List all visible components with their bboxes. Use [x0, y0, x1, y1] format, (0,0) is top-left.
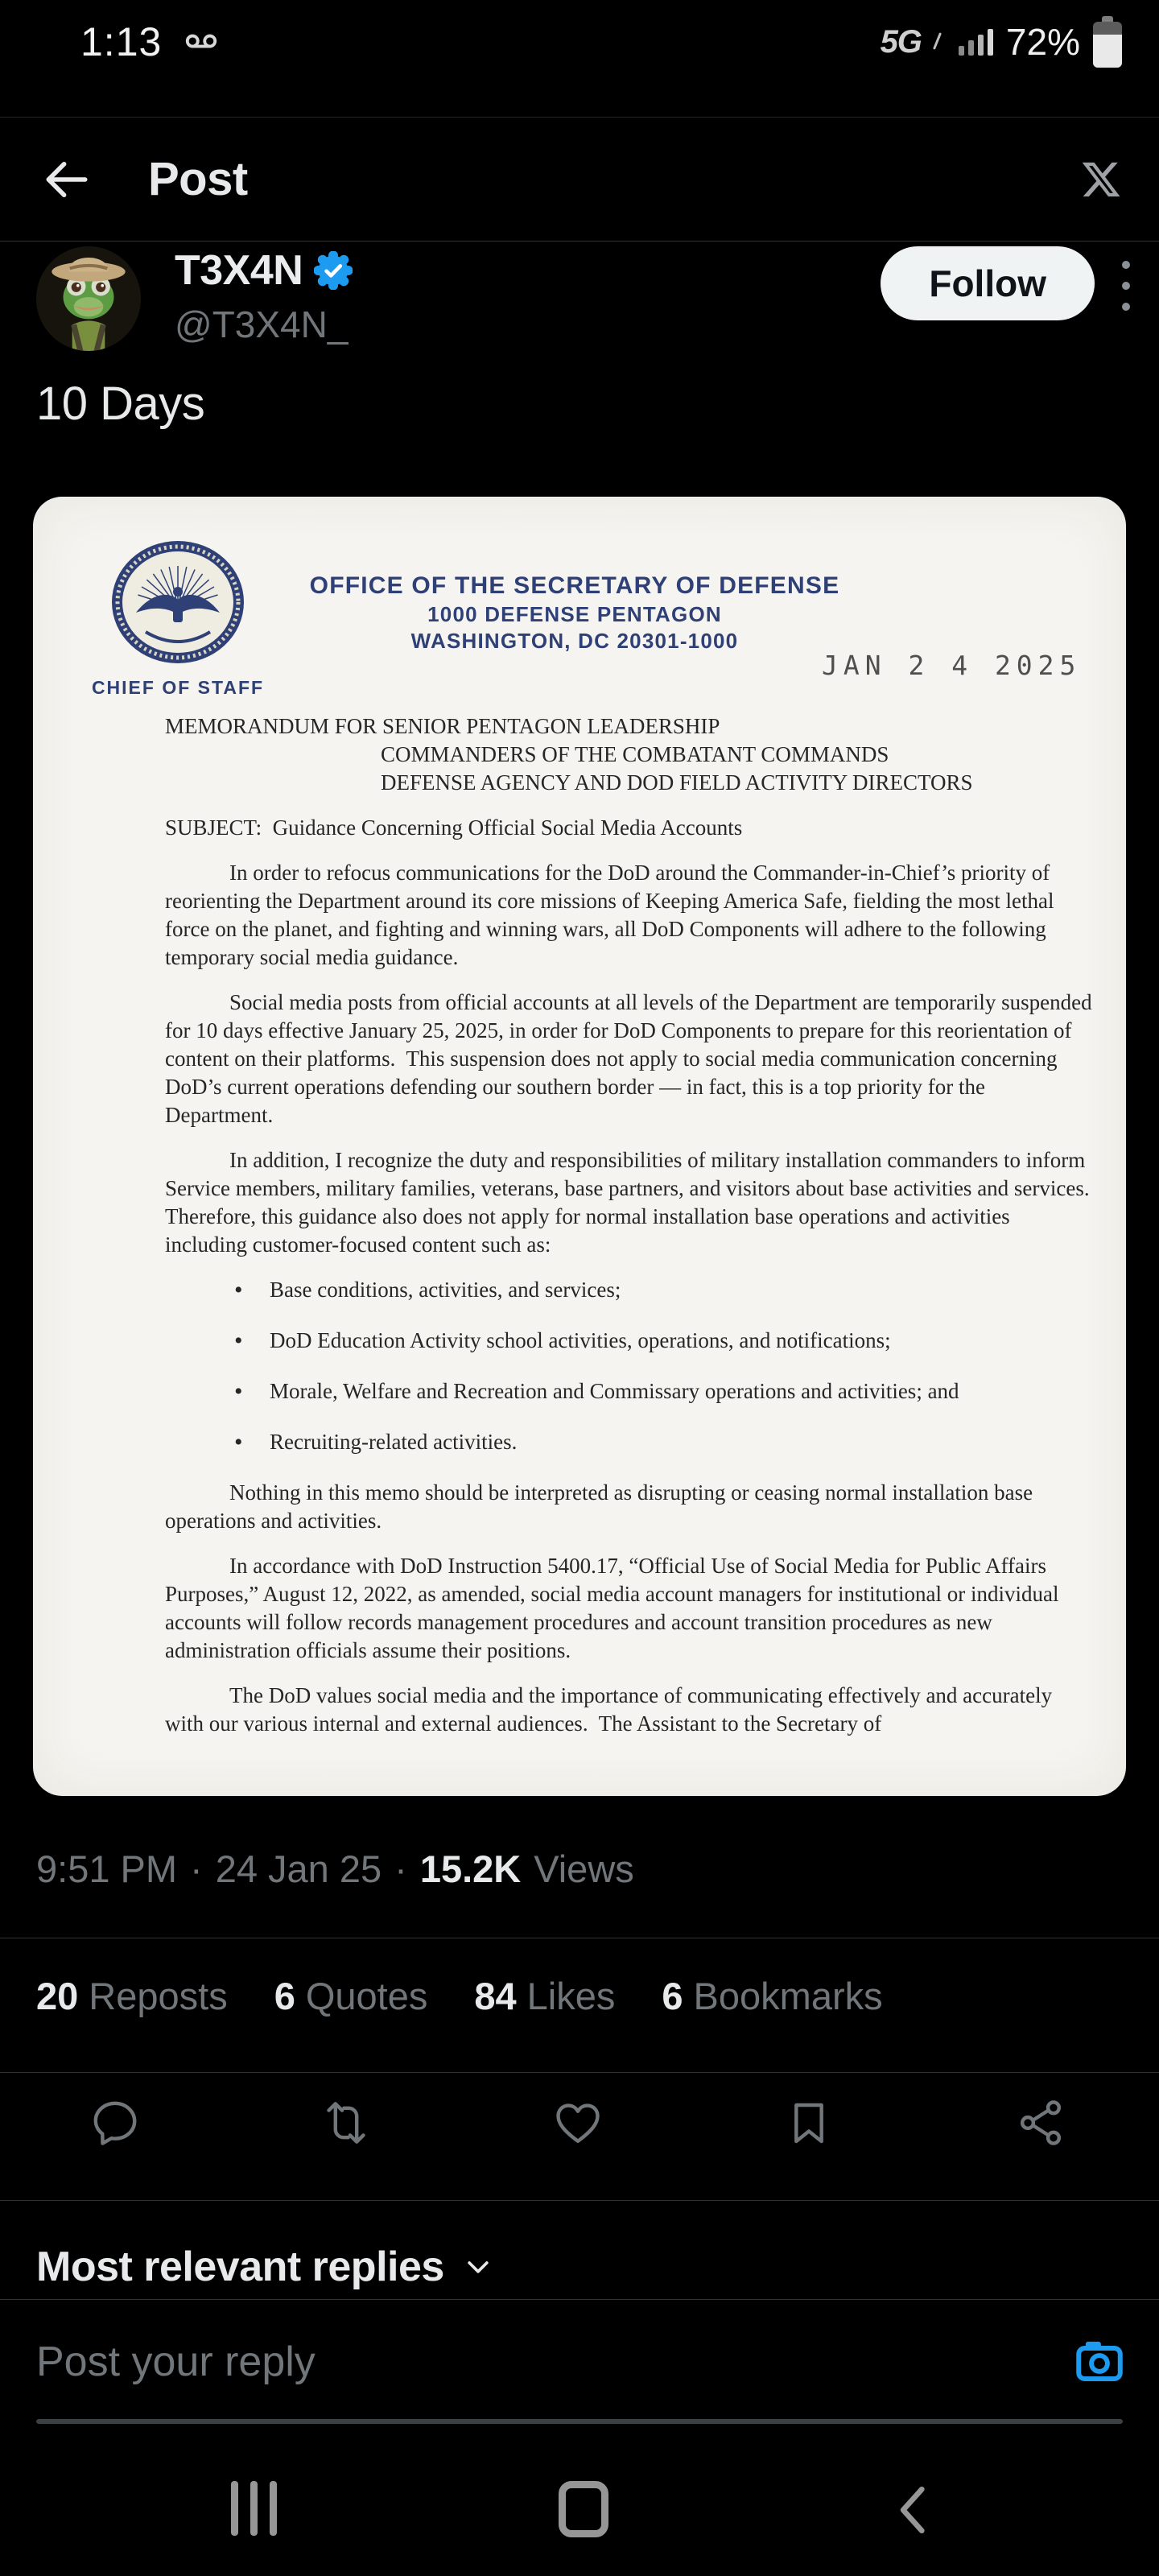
letterhead-line3: WASHINGTON, DC 20301-1000 — [410, 629, 739, 653]
reply-underline — [36, 2419, 1123, 2424]
date-stamp: JAN 2 4 2025 — [822, 650, 1082, 681]
x-logo-icon — [1080, 159, 1122, 200]
battery-percent: 72% — [1005, 21, 1080, 63]
display-name: T3X4N — [175, 247, 303, 294]
memo-bullet: • Recruiting-related activities. — [270, 1428, 1092, 1456]
tweet-image-memo[interactable] — [33, 497, 1126, 1796]
memo-line3: DEFENSE AGENCY AND DOD FIELD ACTIVITY DIRECTORS — [381, 770, 973, 795]
signal-bars-icon — [959, 28, 993, 56]
stats-row — [36, 1974, 883, 2018]
more-options-icon[interactable] — [1122, 261, 1130, 311]
memo-paragraph: The DoD values social media and the importance of communicating effectively and accurately with our various internal and external audiences. The Assistant to the Secretary of — [165, 1683, 1058, 1736]
likes-stat[interactable]: 84 Likes — [474, 1975, 616, 2017]
reply-composer — [36, 2334, 1127, 2389]
divider — [0, 2072, 1159, 2073]
separator-dot: · — [394, 1847, 407, 1890]
app-header — [0, 117, 1159, 242]
memo-line1: MEMORANDUM FOR SENIOR PENTAGON LEADERSHIP — [165, 714, 720, 738]
timestamp-views-row — [36, 1847, 634, 1891]
share-icon[interactable] — [1014, 2096, 1067, 2149]
separator-dot: · — [190, 1847, 203, 1890]
tweet-text: 10 Days — [36, 378, 205, 430]
back-button[interactable] — [37, 151, 93, 208]
quotes-stat[interactable]: 6 Quotes — [274, 1975, 428, 2017]
status-indicators — [881, 16, 1122, 68]
battery-icon — [1093, 16, 1122, 68]
follow-button[interactable]: Follow — [881, 246, 1095, 320]
letterhead — [293, 571, 856, 654]
clock: 1:13 — [80, 19, 163, 64]
views-label: Views — [534, 1847, 634, 1890]
voicemail-icon — [183, 23, 220, 60]
bookmarks-stat[interactable]: 6 Bookmarks — [662, 1975, 883, 2017]
avatar[interactable] — [36, 246, 141, 351]
letterhead-line1: OFFICE OF THE SECRETARY OF DEFENSE — [309, 572, 840, 599]
android-nav-bar — [0, 2463, 1159, 2576]
verified-badge-icon — [314, 251, 353, 290]
replies-sort-selector[interactable] — [36, 2243, 494, 2291]
posted-time: 9:51 PM — [36, 1847, 178, 1890]
dod-seal-icon — [109, 539, 246, 666]
camera-icon[interactable] — [1072, 2334, 1127, 2389]
reply-icon[interactable] — [89, 2096, 142, 2149]
memo-bullet-list — [165, 1276, 1092, 1456]
status-bar — [0, 0, 1159, 84]
chevron-down-icon — [462, 2251, 494, 2283]
memo-paragraph: In order to refocus communications for the DoD around the Commander-in-Chief’s priority of reorienting the Department around its core missions of Keeping America Safe, fielding the most lethal force on the planet, and fighting and winning wars, all DoD Components will adhere to the following temporary social media guidance. — [165, 861, 1060, 969]
repost-icon[interactable] — [320, 2096, 373, 2149]
bookmark-icon[interactable] — [782, 2096, 835, 2149]
like-icon[interactable] — [551, 2096, 604, 2149]
seal-caption: CHIEF OF STAFF — [91, 677, 265, 698]
home-icon[interactable] — [559, 2481, 608, 2537]
memo-paragraph: In accordance with DoD Instruction 5400.17, “Official Use of Social Media for Public Affairs Purposes,” August 12, 2022, as amended, social media account managers for institutional or individual accounts will follow records management procedures and account transition procedures as new administration officials assume their positions. — [165, 1554, 1065, 1662]
memo-paragraph: Social media posts from official accounts at all levels of the Department are temporarily suspended for 10 days effective January 25, 2025, in order for DoD Components to prepare for this reorientation of content on their platforms. This suspension does not apply to social media communication concerning DoD’s current operations defending our southern border — in fact, this is a top priority for the Department. — [165, 990, 1098, 1127]
posted-date: 24 Jan 25 — [215, 1847, 382, 1890]
recent-apps-icon[interactable] — [231, 2481, 277, 2536]
memo-bullet: • DoD Education Activity school activities, operations, and notifications; — [270, 1327, 1092, 1355]
views-count: 15.2K — [419, 1847, 522, 1890]
memo-paragraph: Nothing in this memo should be interpreted as disrupting or ceasing normal installation base operations and activities. — [165, 1480, 1038, 1533]
letterhead-line2: 1000 DEFENSE PENTAGON — [427, 602, 722, 626]
nav-back-icon[interactable] — [889, 2481, 938, 2539]
reposts-stat[interactable]: 20 Reposts — [36, 1975, 228, 2017]
tweet-author-row — [36, 246, 1130, 351]
handle: @T3X4N_ — [175, 303, 349, 345]
memo-subject: SUBJECT: Guidance Concerning Official Social Media Accounts — [165, 815, 743, 840]
memo-recipients — [165, 712, 1092, 797]
memo-line2: COMMANDERS OF THE COMBATANT COMMANDS — [381, 742, 889, 766]
divider — [0, 2200, 1159, 2201]
memo-bullet: • Morale, Welfare and Recreation and Commissary operations and activities; and — [270, 1377, 1092, 1406]
reply-input[interactable] — [36, 2338, 1072, 2386]
network-type: 5G — [880, 23, 922, 60]
replies-sort-label: Most relevant replies — [36, 2244, 444, 2290]
page-title: Post — [148, 153, 248, 205]
memo-paragraph: In addition, I recognize the duty and responsibilities of military installation commanders to inform Service members, military families, veterans, base partners, and visitors about base activities and services. Therefore, this guidance also does not apply for normal installation base operations and activities including customer-focused content such as: — [165, 1148, 1100, 1257]
author-names — [175, 246, 353, 346]
memo-bullet: • Base conditions, activities, and services; — [270, 1276, 1092, 1304]
divider — [0, 2299, 1159, 2300]
tweet-actions — [0, 2096, 1159, 2161]
volte-icon — [934, 32, 946, 52]
memo-body — [165, 712, 1100, 1755]
